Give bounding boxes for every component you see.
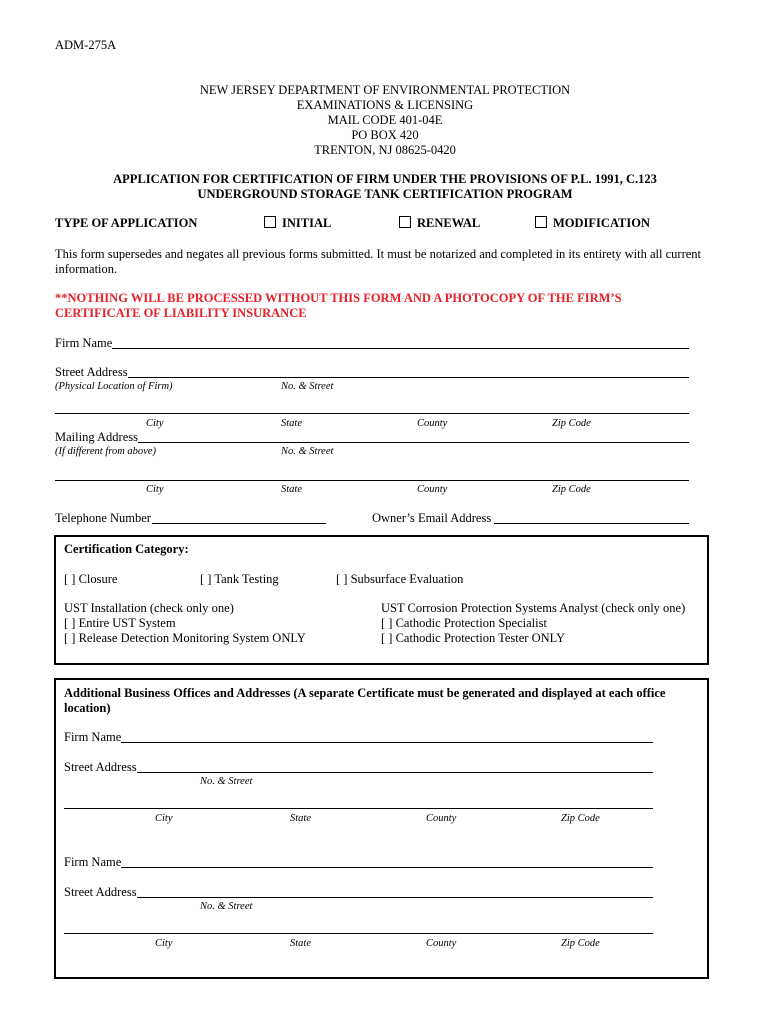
agency-division: EXAMINATIONS & LICENSING bbox=[296, 98, 474, 112]
office2-zip-caption: Zip Code bbox=[561, 938, 600, 949]
form-code: ADM-275A bbox=[55, 38, 117, 52]
closure-option[interactable]: [ ] Closure bbox=[64, 572, 118, 586]
office1-street-field[interactable] bbox=[137, 772, 653, 773]
option-renewal[interactable]: RENEWAL bbox=[399, 216, 480, 231]
option-modification[interactable]: MODIFICATION bbox=[535, 216, 650, 231]
additional-offices-heading: Additional Business Offices and Addresses (A separate Certificate must be generated and displayed at each office bbox=[64, 686, 666, 700]
mailing-state-caption: State bbox=[281, 484, 302, 495]
cathodic-specialist-option[interactable]: [ ] Cathodic Protection Specialist bbox=[381, 616, 547, 630]
certification-heading: Certification Category: bbox=[64, 542, 189, 556]
cathodic-tester-option[interactable]: [ ] Cathodic Protection Tester ONLY bbox=[381, 631, 566, 645]
office2-state-caption: State bbox=[290, 938, 311, 949]
mailing-county-caption: County bbox=[417, 484, 448, 495]
office2-firm-name-label: Firm Name bbox=[64, 855, 122, 869]
telephone-field[interactable] bbox=[152, 523, 326, 524]
city-state-field[interactable] bbox=[55, 413, 689, 414]
office1-state-caption: State bbox=[290, 813, 311, 824]
agency-mail-code: MAIL CODE 401-04E bbox=[327, 113, 443, 127]
modification-checkbox[interactable] bbox=[535, 216, 547, 228]
mailing-address-field[interactable] bbox=[138, 442, 689, 443]
office1-street-label: Street Address bbox=[64, 760, 137, 774]
warning-text: **NOTHING WILL BE PROCESSED WITHOUT THIS FORM AND A PHOTOCOPY OF THE FIRM’S bbox=[55, 291, 622, 305]
office1-firm-name-field[interactable] bbox=[121, 742, 653, 743]
notice-text: This form supersedes and negates all previous forms submitted. It must be notarized and completed in its entirety with all current bbox=[55, 247, 702, 261]
no-street-caption: No. & Street bbox=[281, 381, 334, 392]
mailing-address-hint: (If different from above) bbox=[55, 446, 156, 457]
firm-name-label: Firm Name bbox=[55, 336, 113, 350]
office2-city-caption: City bbox=[155, 938, 173, 949]
mailing-zip-caption: Zip Code bbox=[552, 484, 591, 495]
renewal-checkbox[interactable] bbox=[399, 216, 411, 228]
option-initial[interactable]: INITIAL bbox=[264, 216, 331, 231]
subsurface-option[interactable]: [ ] Subsurface Evaluation bbox=[336, 572, 464, 586]
firm-name-field[interactable] bbox=[112, 348, 689, 349]
email-field[interactable] bbox=[494, 523, 689, 524]
office2-county-caption: County bbox=[426, 938, 457, 949]
office2-no-street-caption: No. & Street bbox=[200, 901, 253, 912]
form-subtitle: UNDERGROUND STORAGE TANK CERTIFICATION PROGRAM bbox=[197, 187, 573, 201]
street-address-label: Street Address bbox=[55, 365, 128, 379]
city-caption: City bbox=[146, 418, 164, 429]
warning-text-cont: CERTIFICATE OF LIABILITY INSURANCE bbox=[55, 306, 307, 320]
agency-po-box: PO BOX 420 bbox=[351, 128, 419, 142]
telephone-label: Telephone Number bbox=[55, 511, 151, 525]
mailing-address-label: Mailing Address bbox=[55, 430, 138, 444]
office1-no-street-caption: No. & Street bbox=[200, 776, 253, 787]
form-title: APPLICATION FOR CERTIFICATION OF FIRM UNDER THE PROVISIONS OF P.L. 1991, C.123 bbox=[113, 172, 657, 186]
zip-caption: Zip Code bbox=[552, 418, 591, 429]
office1-city-caption: City bbox=[155, 813, 173, 824]
additional-offices-heading-cont: location) bbox=[64, 701, 111, 715]
street-address-hint: (Physical Location of Firm) bbox=[55, 381, 173, 392]
office2-street-label: Street Address bbox=[64, 885, 137, 899]
county-caption: County bbox=[417, 418, 448, 429]
mailing-city-caption: City bbox=[146, 484, 164, 495]
office1-city-state-field[interactable] bbox=[64, 808, 653, 809]
entire-ust-option[interactable]: [ ] Entire UST System bbox=[64, 616, 176, 630]
email-label: Owner’s Email Address bbox=[372, 511, 492, 525]
office2-city-state-field[interactable] bbox=[64, 933, 653, 934]
notice-text-cont: information. bbox=[55, 262, 118, 276]
application-type-label: TYPE OF APPLICATION bbox=[55, 216, 198, 230]
office2-street-field[interactable] bbox=[137, 897, 653, 898]
state-caption: State bbox=[281, 418, 302, 429]
office1-county-caption: County bbox=[426, 813, 457, 824]
agency-name: NEW JERSEY DEPARTMENT OF ENVIRONMENTAL PROTECTION bbox=[199, 83, 571, 97]
mailing-city-state-field[interactable] bbox=[55, 480, 689, 481]
street-address-field[interactable] bbox=[128, 377, 689, 378]
release-detection-option[interactable]: [ ] Release Detection Monitoring System ONLY bbox=[64, 631, 306, 645]
office1-zip-caption: Zip Code bbox=[561, 813, 600, 824]
office1-firm-name-label: Firm Name bbox=[64, 730, 122, 744]
office2-firm-name-field[interactable] bbox=[121, 867, 653, 868]
ust-installation-heading: UST Installation (check only one) bbox=[64, 601, 234, 615]
corrosion-heading: UST Corrosion Protection Systems Analyst (check only one) bbox=[381, 601, 686, 615]
initial-checkbox[interactable] bbox=[264, 216, 276, 228]
mailing-no-street-caption: No. & Street bbox=[281, 446, 334, 457]
tank-testing-option[interactable]: [ ] Tank Testing bbox=[200, 572, 279, 586]
agency-city: TRENTON, NJ 08625-0420 bbox=[314, 143, 456, 157]
